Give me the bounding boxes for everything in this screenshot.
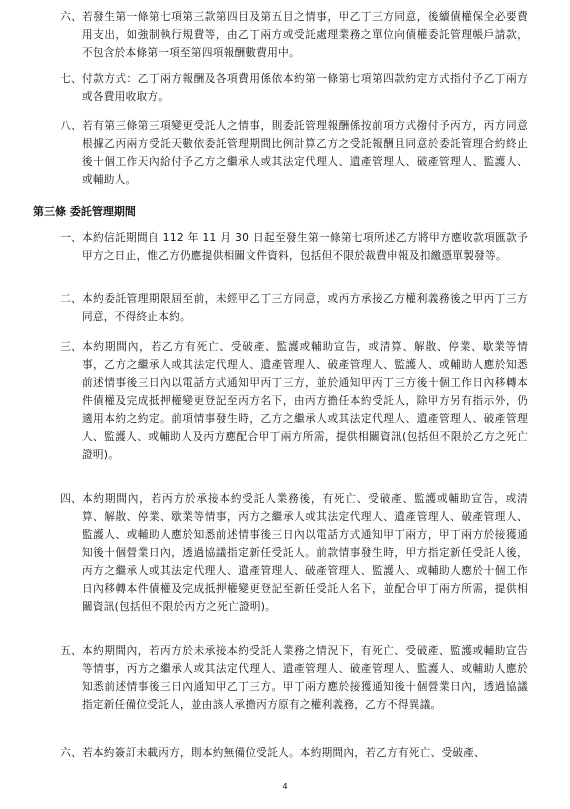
- clause-text: 若有第三條第三項變更受託人之情事，則委託管理報酬係按前項方式撥付予丙方，丙方同意根據乙丙兩方受託天數依委託管理期間比例計算乙方之受託報酬且同意於委託管理合約終止後十個工作天內給付予乙方之繼承人或其法定代理人、遺產管理人、破產管理人、監護人、或輔助人。: [82, 120, 528, 186]
- clause-item: [50, 229, 528, 265]
- clause-number: 五、: [60, 645, 82, 657]
- clause-text: 本約期間內，若丙方於未承接本約受託人業務之情況下，有死亡、受破產、監護或輔助宣告等情事，丙方之繼承人或其法定代理人、遺產管理人、破產管理人、監護人、或輔助人應於知悉前述情事後三日內通知甲乙丁三方。甲丁兩方應於接獲通知後十個營業日內，透過協議指定新任備位受託人，並由該人承擔丙方原有之權利義務，乙方不得異議。: [82, 645, 528, 711]
- clause-text: 本約委託管理期限屆至前，未經甲乙丁三方同意，或丙方承接乙方權利義務後之甲丙丁三方同意，不得終止本約。: [82, 293, 528, 323]
- clause-number: 六、: [60, 11, 82, 23]
- section-heading: 第三條 委託管理期間: [33, 205, 136, 218]
- clause-text: 付款方式：乙丁兩方報酬及各項費用係依本約第一條第七項第四款約定方式指付予乙丁兩方或各費用收取方。: [82, 73, 528, 103]
- clause-item: [50, 490, 528, 616]
- clause-text: 若發生第一條第七項第三款第四目及第五目之情事，甲乙丁三方同意，後續債權保全必要費用支出，如強制執行規費等，由乙丁兩方或受託處理業務之單位向債權委託管理帳戶請款，不包含於本條第一項至第四項報酬數費用中。: [82, 11, 528, 59]
- clause-item: [50, 117, 528, 189]
- clause-item: [50, 642, 528, 714]
- clause-number: 六、: [60, 747, 82, 759]
- clause-item: [50, 338, 528, 464]
- clause-text: 本約信託期間自 112 年 11 月 30 日起至發生第一條第七項所述乙方將甲方應收款項匯款予甲方之日止，惟乙方仍應提供相關文件資料，包括但不限於裁費申報及扣繳憑單製發等。: [82, 232, 528, 262]
- clause-text: 若本約簽訂未載丙方，則本約無備位受託人。本約期間內，若乙方有死亡、受破產、: [82, 747, 486, 759]
- clause-item: [50, 70, 528, 106]
- clause-text: 本約期間內，若丙方於承接本約受託人業務後，有死亡、受破產、監護或輔助宣告，或清算、解散、停業、歇業等情事，丙方之繼承人或其法定代理人、遺產管理人、破產管理人、監護人、或輔助人應於知悉前述情事後三日內以電話方式通知甲丁兩方，甲丁兩方於接獲通知後十個營業日內，透過協議指定新任受託人。前款情事發生時，甲方指定新任受託人後，丙方之繼承人或其法定代理人、遺產管理人、破產管理人、監護人、或輔助人應於十個工作日內移轉本件債權及完成抵押權變更登記至新任受託人名下，並配合甲丁兩方所需，提供相關資訊(包括但不限於丙方之死亡證明)。: [82, 493, 528, 613]
- clause-item: [50, 290, 528, 326]
- clause-number: 四、: [60, 493, 82, 505]
- clause-number: 一、: [60, 232, 82, 244]
- clause-number: 八、: [60, 120, 82, 132]
- clause-number: 三、: [60, 341, 82, 353]
- clause-text: 本約期間內，若乙方有死亡、受破產、監護或輔助宣告，或清算、解散、停業、歇業等情事，乙方之繼承人或其法定代理人、遺產管理人、破產管理人、監護人、或輔助人應於知悉前述情事後三日內以電話方式通知甲丙丁三方，並於通知甲丙丁三方後十個工作日內移轉本件債權及完成抵押權變更登記至丙方名下，由丙方擔任本約受託人，除甲方另有指示外，仍適用本約之約定。前項情事發生時，乙方之繼承人或其法定代理人、遺產管理人、破產管理人、監護人、或輔助人及丙方應配合甲丁兩方所需，提供相關資訊(包括但不限於乙方之死亡證明)。: [82, 341, 528, 461]
- clause-item: [50, 8, 528, 62]
- clause-number: 七、: [60, 73, 82, 85]
- clause-number: 二、: [60, 293, 82, 305]
- clause-item: [50, 744, 528, 762]
- page-number: 4: [282, 782, 288, 791]
